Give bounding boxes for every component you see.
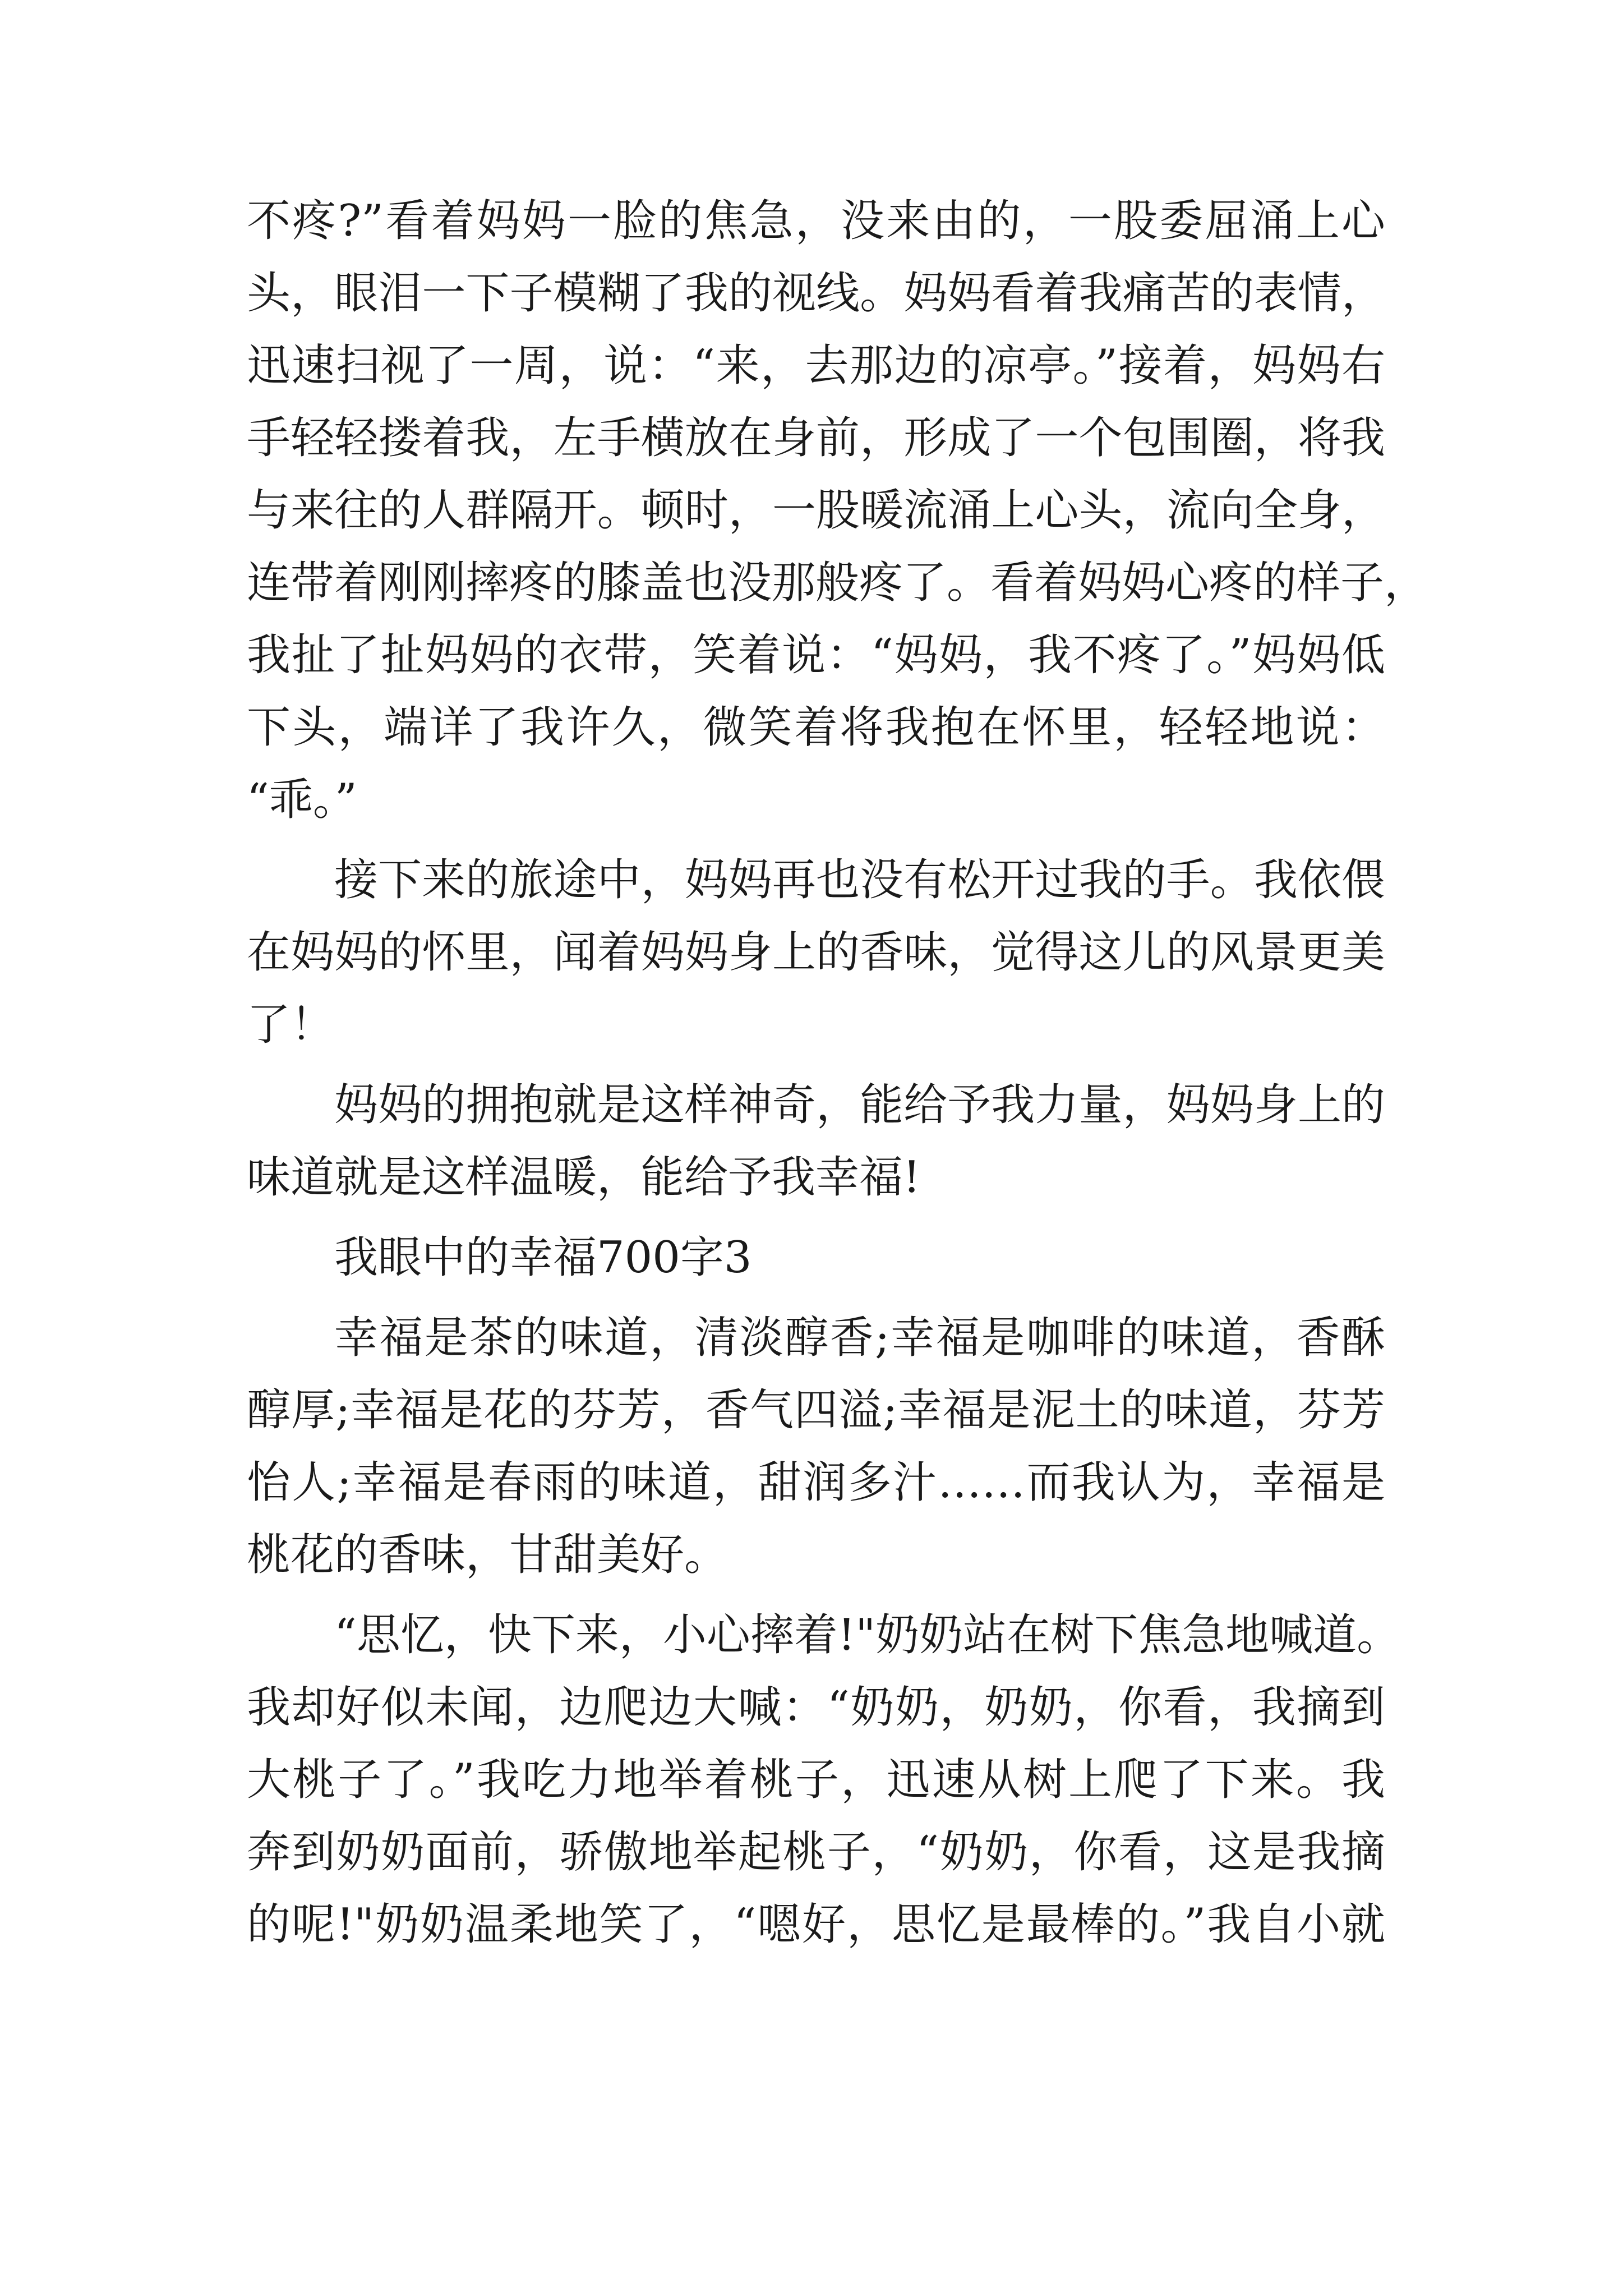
paragraph xyxy=(247,844,1385,1061)
paragraph xyxy=(247,1069,1385,1214)
paragraph xyxy=(247,1599,1401,1961)
text-line: 接下来的旅途中，妈妈再也没有松开过我的手。我依偎 xyxy=(334,855,1385,905)
text-line: 妈妈的拥抱就是这样神奇，能给予我力量，妈妈身上的 xyxy=(334,1080,1385,1130)
text-line: 迅速扫视了一周，说：“来，去那边的凉亭。”接着，妈妈右 xyxy=(247,341,1385,391)
paragraph xyxy=(247,185,1428,836)
text-line: 我扯了扯妈妈的衣带，笑着说：“妈妈，我不疼了。”妈妈低 xyxy=(247,630,1385,680)
text-line: 奔到奶奶面前，骄傲地举起桃子，“奶奶，你看，这是我摘 xyxy=(247,1827,1385,1878)
paragraph xyxy=(247,1302,1385,1591)
text-line: 味道就是这样温暖，能给予我幸福! xyxy=(247,1152,921,1203)
text-line: 幸福是茶的味道，清淡醇香;幸福是咖啡的味道，香酥 xyxy=(334,1313,1385,1363)
text-line: 下头，端详了我许久，微笑着将我抱在怀里，轻轻地说： xyxy=(247,702,1385,753)
text-line: 不疼?”看着妈妈一脸的焦急，没来由的，一股委屈涌上心 xyxy=(247,196,1385,246)
text-line: 怡人;幸福是春雨的味道，甜润多汁……而我认为，幸福是 xyxy=(247,1457,1385,1508)
text-line: 手轻轻搂着我，左手横放在身前，形成了一个包围圈，将我 xyxy=(247,413,1385,463)
text-line: 与来往的人群隔开。顿时，一股暖流涌上心头，流向全身， xyxy=(247,485,1385,536)
text-line: 醇厚;幸福是花的芬芳，香气四溢;幸福是泥土的味道，芬芳 xyxy=(247,1385,1385,1435)
text-line: 头，眼泪一下子模糊了我的视线。妈妈看着我痛苦的表情， xyxy=(247,268,1385,319)
text-line: 了！ xyxy=(247,1000,335,1050)
text-line: “思忆，快下来，小心摔着!"奶奶站在树下焦急地喊道。 xyxy=(334,1610,1401,1660)
text-line: 我却好似未闻，边爬边大喊：“奶奶，奶奶，你看，我摘到 xyxy=(247,1682,1385,1733)
text-line: 在妈妈的怀里，闻着妈妈身上的香味，觉得这儿的风景更美 xyxy=(247,927,1385,978)
text-line: 桃花的香味，甘甜美好。 xyxy=(247,1530,728,1580)
document-body xyxy=(247,185,1428,1961)
text-line: 的呢!"奶奶温柔地笑了，“嗯好，思忆是最棒的。”我自小就 xyxy=(247,1899,1385,1950)
text-line: 连带着刚刚摔疼的膝盖也没那般疼了。看着妈妈心疼的样子， xyxy=(247,558,1428,608)
section-heading: 我眼中的幸福700字3 xyxy=(334,1232,752,1283)
text-line: 大桃子了。”我吃力地举着桃子，迅速从树上爬了下来。我 xyxy=(247,1755,1385,1805)
text-line: “乖。” xyxy=(247,775,357,825)
